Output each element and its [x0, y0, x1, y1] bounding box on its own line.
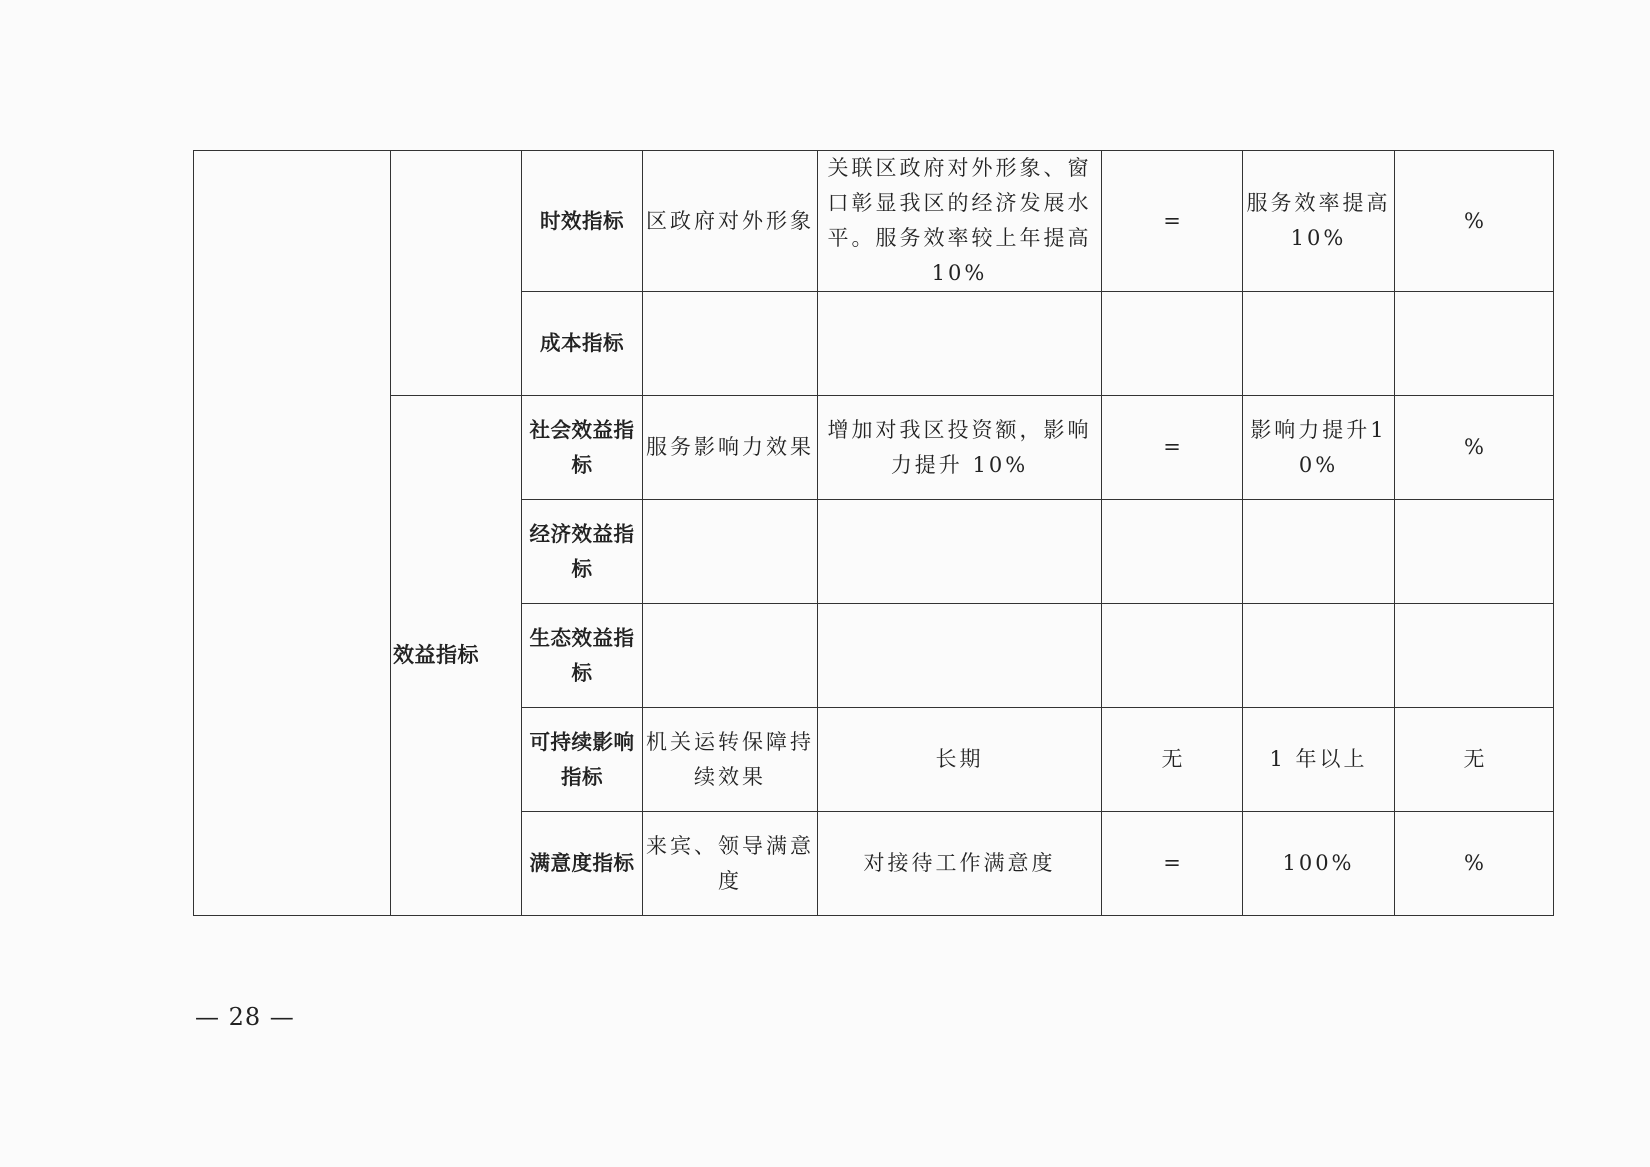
indicator-content: 服务影响力效果: [643, 396, 818, 500]
indicator-unit: 无: [1395, 708, 1554, 812]
level2-cell-output: [391, 151, 522, 396]
indicator-content: 区政府对外形象: [643, 151, 818, 292]
indicator-desc: 关联区政府对外形象、窗口彰显我区的经济发展水平。服务效率较上年提高 10%: [818, 151, 1102, 292]
indicator-operator: [1102, 500, 1243, 604]
indicator-unit: [1395, 604, 1554, 708]
indicator-target: 影响力提升10%: [1243, 396, 1395, 500]
page-number: — 28 —: [195, 1003, 295, 1031]
table-row: [194, 396, 1554, 500]
indicator-desc: 增加对我区投资额，影响力提升 10%: [818, 396, 1102, 500]
indicator-desc: [818, 292, 1102, 396]
level3-cell: 经济效益指标: [522, 500, 643, 604]
indicator-target: 服务效率提高10%: [1243, 151, 1395, 292]
indicator-target: 100%: [1243, 812, 1395, 916]
indicator-unit: %: [1395, 396, 1554, 500]
indicator-target: [1243, 604, 1395, 708]
indicator-unit: [1395, 292, 1554, 396]
indicator-desc: [818, 500, 1102, 604]
indicator-operator: [1102, 604, 1243, 708]
indicator-target: 1 年以上: [1243, 708, 1395, 812]
level3-cell: 成本指标: [522, 292, 643, 396]
indicator-target: [1243, 500, 1395, 604]
performance-indicator-table: [193, 150, 1554, 916]
indicator-operator: [1102, 292, 1243, 396]
level3-cell: 时效指标: [522, 151, 643, 292]
indicator-desc: [818, 604, 1102, 708]
indicator-unit: %: [1395, 151, 1554, 292]
level1-cell: [194, 151, 391, 916]
indicator-content: 来宾、领导满意度: [643, 812, 818, 916]
indicator-content: [643, 292, 818, 396]
indicator-unit: %: [1395, 812, 1554, 916]
indicator-content: 机关运转保障持续效果: [643, 708, 818, 812]
indicator-content: [643, 500, 818, 604]
level3-cell: 可持续影响指标: [522, 708, 643, 812]
table-row: [194, 151, 1554, 292]
level3-cell: 社会效益指标: [522, 396, 643, 500]
indicator-desc: 长期: [818, 708, 1102, 812]
indicator-unit: [1395, 500, 1554, 604]
indicator-desc: 对接待工作满意度: [818, 812, 1102, 916]
level3-cell: 生态效益指标: [522, 604, 643, 708]
indicator-operator: =: [1102, 151, 1243, 292]
indicator-operator: 无: [1102, 708, 1243, 812]
level3-cell: 满意度指标: [522, 812, 643, 916]
indicator-operator: =: [1102, 812, 1243, 916]
indicator-content: [643, 604, 818, 708]
indicator-operator: =: [1102, 396, 1243, 500]
level2-cell-benefit: 效益指标: [391, 396, 522, 916]
indicator-target: [1243, 292, 1395, 396]
